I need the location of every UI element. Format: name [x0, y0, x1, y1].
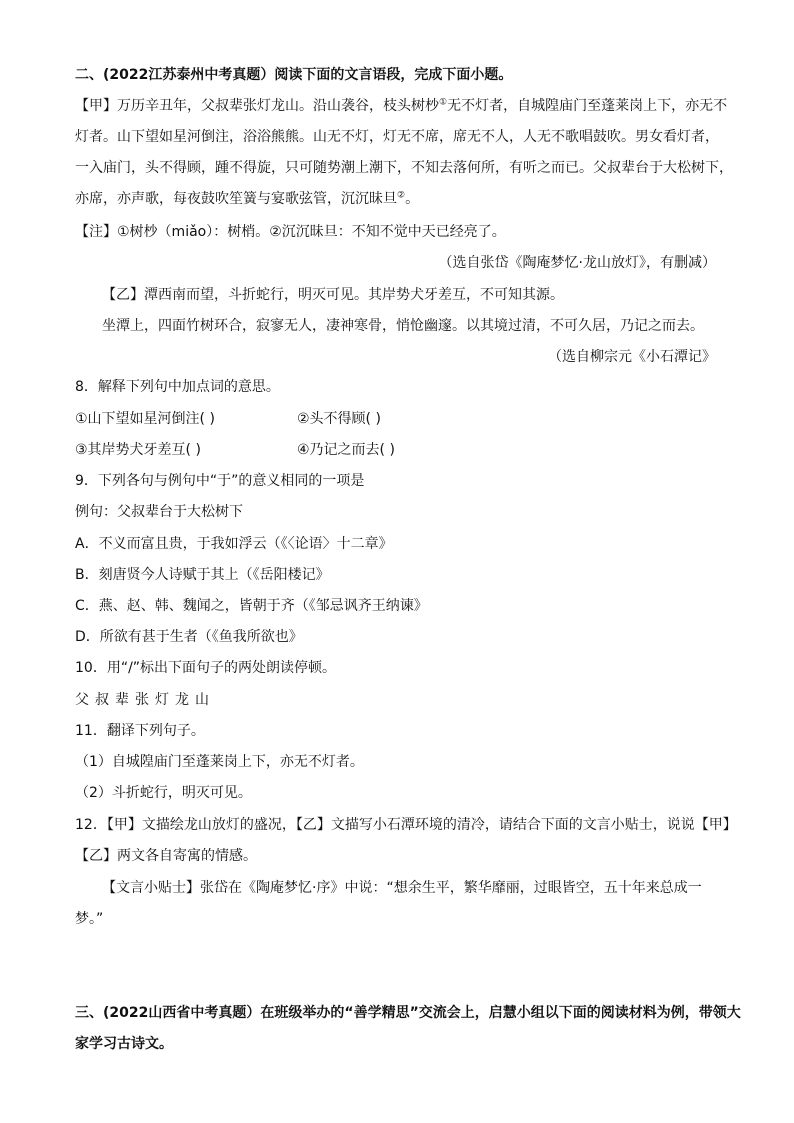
- section-3-heading-line-1: 三、(2022山西省中考真题）在班级举办的“善学精思”交流会上，启慧小组以下面的阅读材料为例，带领大: [75, 1005, 741, 1021]
- q12-tip-line-2: 梦。”: [75, 911, 104, 927]
- q10-sentence: 父叔辈张灯龙山: [75, 692, 215, 708]
- q9-example: 例句：父叔辈台于大松树下: [75, 504, 243, 520]
- q9-option-b: B．刻唐贤今人诗赋于其上（《岳阳楼记》: [75, 567, 330, 583]
- jia-line-3: 一入庙门，头不得顾，踵不得旋，只可随势潮上潮下，不知去落何所，有听之而已。父叔辈台于大松树下，: [75, 160, 733, 176]
- q11-item-1: （1）自城隍庙门至蓬莱岗上下，亦无不灯者。: [75, 754, 364, 770]
- jia-line-4: 亦席，亦声歌，每夜鼓吹笙簧与宴歌弦管，沉沉昧旦②。: [75, 190, 420, 207]
- q11-item-2: （2）斗折蛇行，明灭可见。: [75, 785, 252, 801]
- footnote-mark-2: ②: [397, 190, 406, 201]
- section-3-heading-line-2: 家学习古诗文。: [75, 1036, 173, 1052]
- q8-item-1: ①山下望如星河倒注( ): [75, 411, 215, 427]
- q8-title: 8．解释下列句中加点词的意思。: [75, 379, 280, 395]
- q8-item-3: ③其岸势犬牙差互( ): [75, 442, 201, 458]
- q8-item-4: ④乃记之而去( ): [297, 442, 395, 458]
- jia-note: 【注】①树杪（miǎo）：树梢。②沉沉昧旦：不知不觉中天已经亮了。: [75, 224, 506, 240]
- jia-source: （选自张岱《陶庵梦忆·龙山放灯》，有删减）: [438, 255, 716, 271]
- q12-tip-line-1: 【文言小贴士】张岱在《陶庵梦忆·序》中说：“想余生平，繁华靡丽，过眼皆空，五十年来总成一: [102, 880, 702, 896]
- section-2-heading: 二、(2022江苏泰州中考真题）阅读下面的文言语段，完成下面小题。: [75, 67, 513, 83]
- q12-line-2: 【乙】两文各自寄寓的情感。: [75, 848, 257, 864]
- q8-item-2: ②头不得顾( ): [297, 411, 381, 427]
- jia-line-2: 灯者。山下望如星河倒注，浴浴熊熊。山无不灯，灯无不席，席无不人，人无不歌唱鼓吹。男女看灯者，: [75, 129, 719, 145]
- q9-title: 9．下列各句与例句中“于”的意义相同的一项是: [75, 473, 365, 489]
- q12-line-1: 12．【甲】文描绘龙山放灯的盛况，【乙】文描写小石潭环境的清冷，请结合下面的文言小贴士，说说【甲】: [75, 817, 737, 833]
- q9-option-d: D．所欲有甚于生者（《鱼我所欲也》: [75, 629, 303, 645]
- footnote-mark-1: ①: [439, 97, 448, 108]
- yi-source: （选自柳宗元《小石潭记》: [548, 349, 716, 365]
- q10-title: 10．用“/”标出下面句子的两处朗读停顿。: [75, 660, 337, 676]
- yi-line-2: 坐潭上，四面竹树环合，寂寥无人，凄神寒骨，悄怆幽邃。以其境过清，不可久居，乃记之而去。: [102, 318, 704, 334]
- q11-title: 11．翻译下列句子。: [75, 723, 205, 739]
- jia-line-1: 【甲】万历辛丑年，父叔辈张灯龙山。沿山袭谷，枝头树杪①无不灯者，自城隍庙门至蓬莱岗上下，亦无不: [75, 97, 728, 114]
- q9-option-a: A．不义而富且贵，于我如浮云（《〈论语〉十二章》: [75, 536, 393, 552]
- q9-option-c: C．燕、赵、韩、魏闻之，皆朝于齐（《邹忌讽齐王纳谏》: [75, 598, 428, 614]
- yi-line-1: 【乙】潭西南而望，斗折蛇行，明灭可见。其岸势犬牙差互，不可知其源。: [102, 287, 564, 303]
